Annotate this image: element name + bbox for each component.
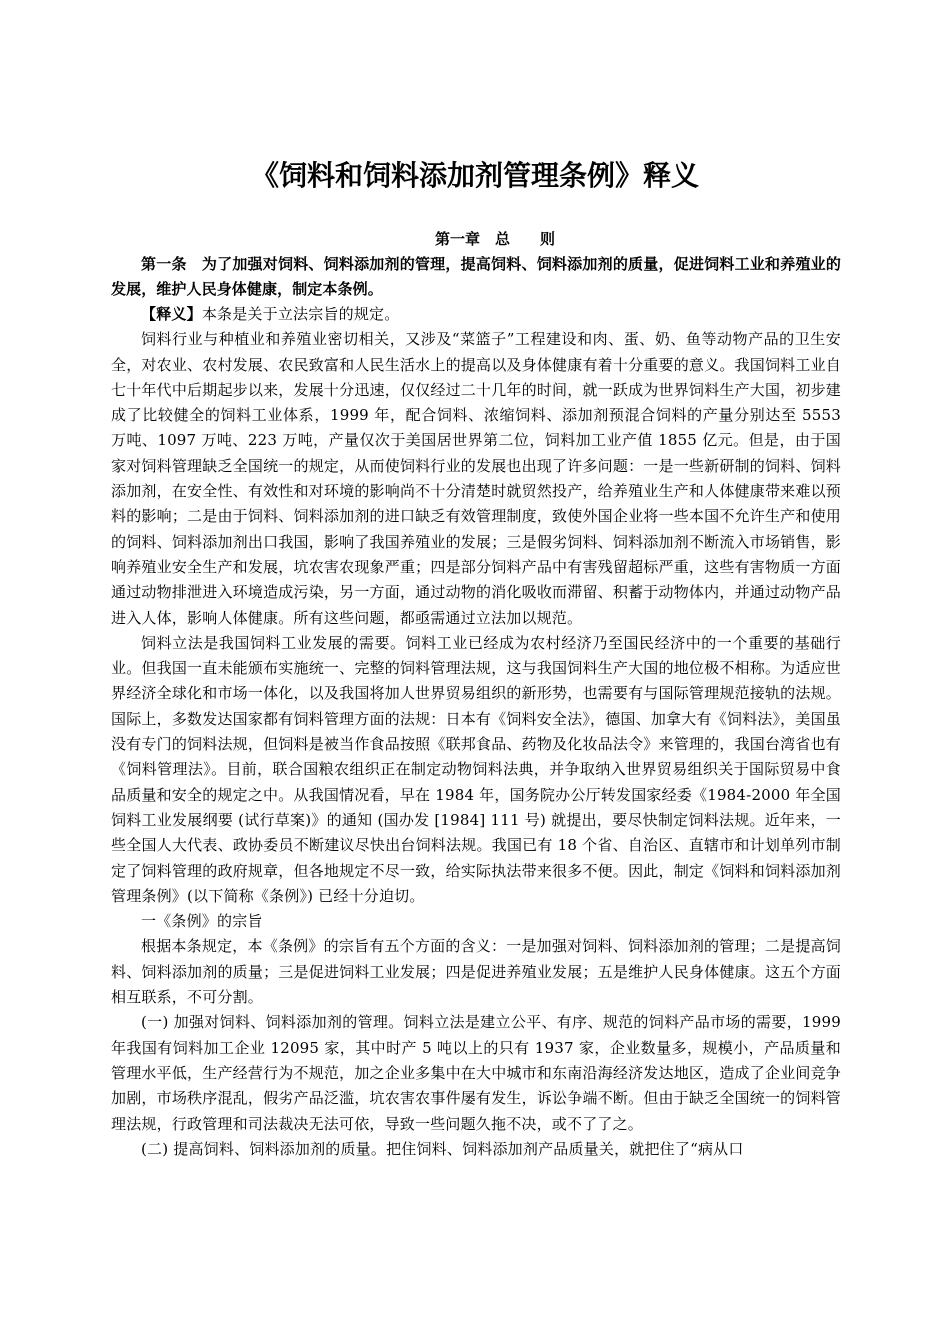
interpretation-intro: 本条是关于立法宗旨的规定。 [201,305,400,323]
section-heading-purpose: 一《条例》的宗旨 [141,912,263,931]
article-one: 第一条 为了加强对饲料、饲料添加剂的管理，提高饲料、饲料添加剂的质量，促进饲料工业和养殖业的发展，维护人民身体健康，制定本条例。 [111,255,841,298]
paragraph-purpose: 根据本条规定，本《条例》的宗旨有五个方面的含义：一是加强对饲料、饲料添加剂的管理；二是提高饲料、饲料添加剂的质量；三是促进饲料工业发展；四是促进养殖业发展；五是维护人民身体健康。这五个方面相互联系，不可分割。 [111,937,841,1007]
chapter-heading: 第一章 总 则 [434,230,555,248]
interpretation-label: 【释义】 [141,305,202,323]
document-body [111,252,841,1162]
paragraph-background: 饲料行业与种植业和养殖业密切相关，又涉及“菜篮子”工程建设和肉、蛋、奶、鱼等动物产品的卫生安全，对农业、农村发展、农民致富和人民生活水上的提高以及身体健康有着十分重要的意义。我国饲料工业自七十年代中后期起步以来，发展十分迅速，仅仅经过二十几年的时间，就一跃成为世界饲料生产大国，初步建成了比较健全的饲料工业体系，1999 年，配合饲料、浓缩饲料、添加剂预混合饲料的产量分别达至 5553 万吨、1097 万吨、223 万吨，产量仅次于美国居世界第二位，饲料加工业产值 1855 亿元。但是，由于国家对饲料管理缺乏全国统一的规定，从而使饲料行业的发展也出现了许多问题：一是一些新研制的饲料、饲料添加剂，在安全性、有效性和对环境的影响尚不十分清楚时就贸然投产，给养殖业生产和人体健康带来难以预料的影响；二是由于饲料、饲料添加剂的进口缺乏有效管理制度，致使外国企业将一些本国不允许生产和使用的饲料、饲料添加剂出口我国，影响了我国养殖业的发展；三是假劣饲料、饲料添加剂不断流入市场销售，影响养殖业安全生产和发展，坑农害农现象严重；四是部分饲料产品中有害残留超标严重，这些有害物质一方面通过动物排泄进入环境造成污染，另一方面，通过动物的消化吸收而滞留、积蓄于动物体内，并通过动物产品进入人体，影响人体健康。所有这些问题，都亟需通过立法加以规范。 [111,330,841,627]
paragraph-point-two: (二) 提高饲料、饲料添加剂的质量。把住饲料、饲料添加剂产品质量关，就把住了“病从口 [141,1139,744,1158]
document-title: 《饲料和饲料添加剂管理条例》释义 [250,159,699,192]
paragraph-point-one: (一) 加强对饲料、饲料添加剂的管理。饲料立法是建立公平、有序、规范的饲料产品市场的需要，1999 年我国有饲料加工企业 12095 家，其中时产 5 吨以上的只有 1937 家，企业数量多，规模小，产品质量和管理水平低，生产经营行为不规范，加之企业多集中在大中城市和东南沿海经济发达地区，造成了企业间竞争加剧，市场秩序混乱，假劣产品泛滥，坑农害农事件屡有发生，诉讼争端不断。但由于缺乏全国统一的饲料管理法规，行政管理和司法裁决无法可依，导致一些问题久拖不决，或不了了之。 [111,1013,841,1133]
interpretation-paragraph [111,302,841,327]
paragraph-legislation-need: 饲料立法是我国饲料工业发展的需要。饲料工业已经成为农村经济乃至国民经济中的一个重要的基础行业。但我国一直未能颁布实施统一、完整的饲料管理法规，这与我国饲料生产大国的地位极不相称。为适应世界经济全球化和市场一体化，以及我国将加人世界贸易组织的新形势，也需要有与国际管理规范接轨的法规。国际上，多数发达国家都有饲料管理方面的法规：日本有《饲料安全法》，德国、加拿大有《饲料法》，美国虽没有专门的饲料法规，但饲料是被当作食品按照《联邦食品、药物及化妆品法令》来管理的，我国台湾省也有《饲料管理法》。目前，联合国粮农组织正在制定动物饲料法典，并争取纳入世界贸易组织关于国际贸易中食品质量和安全的规定之中。从我国情况看，早在 1984 年，国务院办公厅转发国家经委《1984-2000 年全国饲料工业发展纲要 (试行草案)》的通知 (国办发 [1984] 111 号) 就提出，要尽快制定饲料法规。近年来，一些全国人大代表、政协委员不断建议尽快出台饲料法规。我国已有 18 个省、自治区、直辖市和计划单列市制定了饲料管理的政府规章，但各地规定不尽一致，给实际执法带来很多不便。因此，制定《饲料和饲料添加剂管理条例》(以下简称《条例》) 已经十分迫切。 [111,633,841,905]
